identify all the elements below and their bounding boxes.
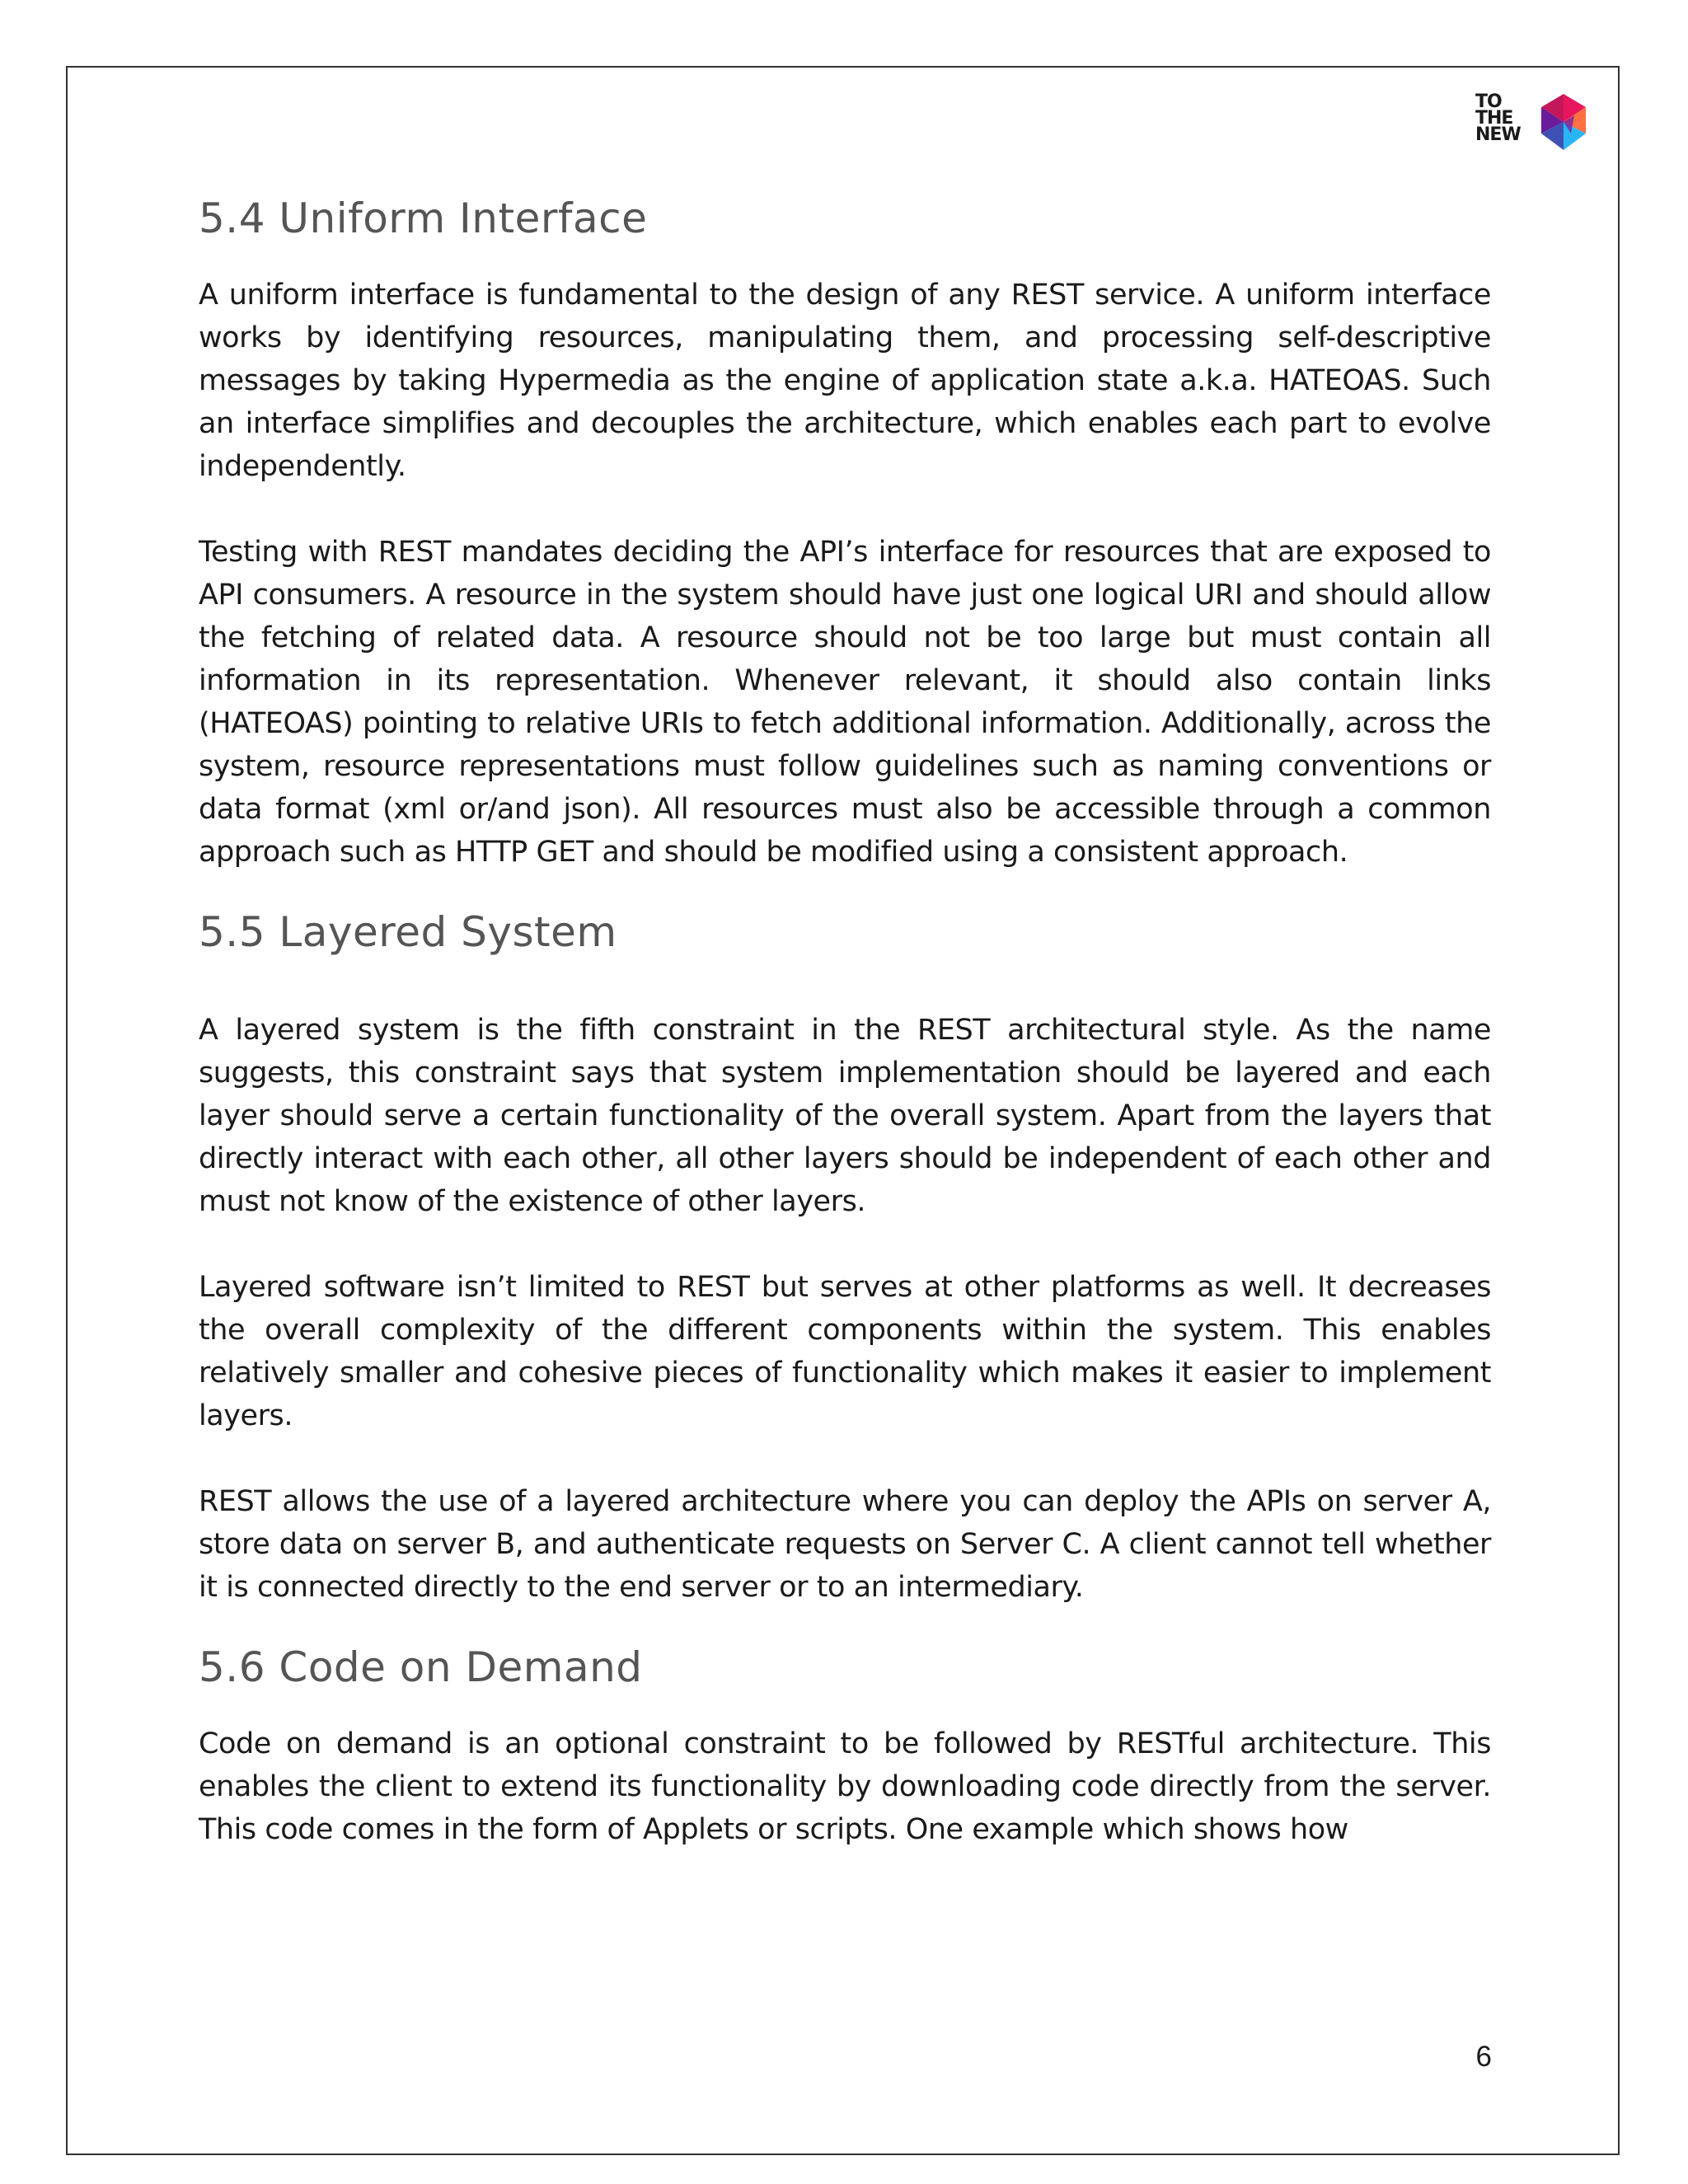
logo-text-line-3: NEW (1475, 124, 1521, 145)
paragraph: Testing with REST mandates deciding the API’s interface for resources that are exposed to API consumers. A resource in the system should have just one logical URI and should allow the fetching of related data. A resource should not be too large but must contain all information in its representation. Whenever relevant, it should also contain links (HATEOAS) pointing to relative URIs to fetch additional information. Additionally, across the system, resource representations must follow guidelines such as naming conventions or data format (xml or/and json). All resources must also be accessible through a common approach such as HTTP GET and should be modified using a consistent approach. (199, 536, 1491, 869)
paragraph: Code on demand is an optional constraint to be followed by RESTful architecture. This enables the client to extend its functionality by downloading code directly from the server. This code comes in the form of Applets or scripts. One example which shows how (199, 1727, 1491, 1846)
document-body (199, 190, 1491, 1851)
tothenew-logo (1475, 91, 1599, 157)
paragraph: A uniform interface is fundamental to the design of any REST service. A uniform interface works by identifying resources, manipulating them, and processing self-descriptive messages by taking Hypermedia as the engine of application state a.k.a. HATEOAS. Such an interface simplifies and decouples the architecture, which enables each part to evolve independently. (199, 279, 1491, 483)
logo-text (1475, 91, 1525, 145)
tothenew-logo-icon (1535, 92, 1592, 152)
paragraph: REST allows the use of a layered architecture where you can deploy the APIs on server A, store data on server B, and authenticate requests on Server C. A client cannot tell whether it is connected directly to the end server or to an intermediary. (199, 1485, 1491, 1604)
paragraph: Layered software isn’t limited to REST but serves at other platforms as well. It decreases the overall complexity of the different components within the system. This enables relatively smaller and cohesive pieces of functionality which makes it easier to implement layers. (199, 1271, 1491, 1432)
paragraph: A layered system is the fifth constraint in the REST architectural style. As the name suggests, this constraint says that system implementation should be layered and each layer should serve a certain functionality of the overall system. Apart from the layers that directly interact with each other, all other layers should be independent of each other and must not know of the existence of other layers. (199, 1014, 1491, 1218)
section-heading-code-on-demand: 5.6 Code on Demand (199, 1643, 643, 1691)
section-heading-uniform-interface: 5.4 Uniform Interface (199, 194, 648, 242)
logo-text-line-1: TO (1475, 91, 1502, 112)
page-number: 6 (1475, 2041, 1492, 2073)
logo-text-line-2: THE (1475, 108, 1513, 129)
section-heading-layered-system: 5.5 Layered System (199, 908, 617, 956)
